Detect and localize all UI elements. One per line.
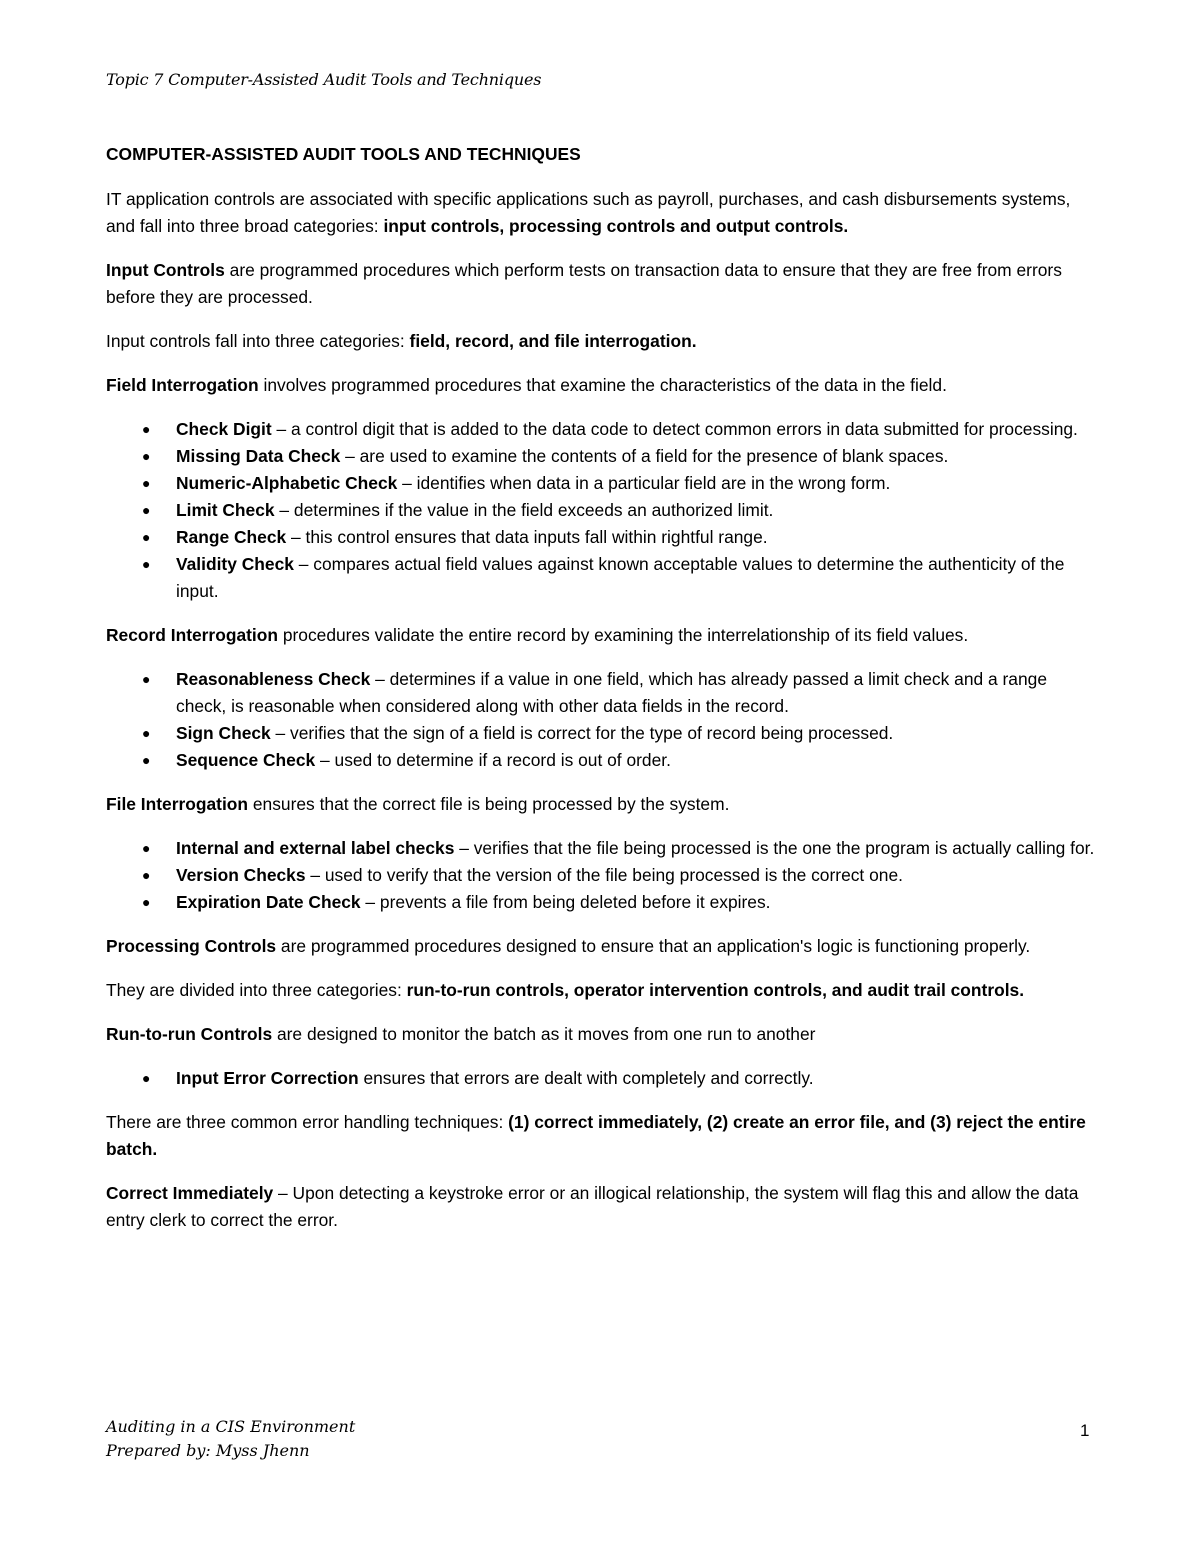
list-item: ● Check Digit – a control digit that is added to the data code to detect common errors in data submitted for processing. (176, 416, 1096, 443)
bullet-icon: ● (142, 840, 151, 856)
processing-controls-term: Processing Controls (106, 936, 277, 956)
bullet-icon: ● (142, 671, 151, 687)
correct-immediately-paragraph: Correct Immediately – Upon detecting a keystroke error or an illogical relationship, the system will flag this and allow the data entry clerk to correct the error. (106, 1183, 1079, 1230)
bullet-icon: ● (142, 894, 151, 910)
bullet-icon: ● (142, 752, 151, 768)
file-interrogation-paragraph: File Interrogation ensures that the correct file is being processed by the system. (106, 794, 730, 814)
list-item: ● Sequence Check – used to determine if a record is out of order. (176, 747, 1096, 774)
processing-categories-list: run-to-run controls, operator intervention controls, and audit trail controls. (406, 980, 1025, 1000)
field-interrogation-paragraph: Field Interrogation involves programmed procedures that examine the characteristics of the data in the field. (106, 375, 947, 395)
list-item: ● Reasonableness Check – determines if a value in one field, which has already passed a limit check and a range check, is reasonable when considered along with other data fields in the record. (176, 666, 1096, 720)
footer-course: Auditing in a CIS Environment (106, 1417, 356, 1436)
file-interrogation-term: File Interrogation (106, 794, 249, 814)
list-item: ● Numeric-Alphabetic Check – identifies when data in a particular field are in the wrong form. (176, 470, 1096, 497)
bullet-icon: ● (142, 1070, 151, 1086)
list-item: ● Limit Check – determines if the value in the field exceeds an authorized limit. (176, 497, 1096, 524)
input-categories-paragraph: Input controls fall into three categories: field, record, and file interrogation. (106, 331, 697, 351)
bullet-icon: ● (142, 502, 151, 518)
intro-categories: input controls, processing controls and output controls. (383, 216, 849, 236)
bullet-icon: ● (142, 529, 151, 545)
bullet-icon: ● (142, 725, 151, 741)
processing-categories-paragraph: They are divided into three categories: run-to-run controls, operator intervention controls, and audit trail controls. (106, 980, 1025, 1000)
bullet-icon: ● (142, 421, 151, 437)
run-to-run-term: Run-to-run Controls (106, 1024, 273, 1044)
list-item: ● Input Error Correction ensures that errors are dealt with completely and correctly. (176, 1065, 1096, 1092)
list-item: ● Validity Check – compares actual field values against known acceptable values to determine the authenticity of the input. (176, 551, 1096, 605)
bullet-icon: ● (142, 475, 151, 491)
input-controls-paragraph: Input Controls are programmed procedures which perform tests on transaction data to ensure that they are free from errors before they are processed. (106, 260, 1062, 307)
run-to-run-paragraph: Run-to-run Controls are designed to monitor the batch as it moves from one run to another (106, 1024, 816, 1044)
field-interrogation-term: Field Interrogation (106, 375, 259, 395)
list-item: ● Missing Data Check – are used to examine the contents of a field for the presence of blank spaces. (176, 443, 1096, 470)
input-categories-list: field, record, and file interrogation. (409, 331, 697, 351)
input-controls-term: Input Controls (106, 260, 225, 280)
intro-paragraph: IT application controls are associated with specific applications such as payroll, purchases, and cash disbursements systems, and fall into three broad categories: input controls, processing controls and output controls. (106, 189, 1071, 236)
processing-controls-paragraph: Processing Controls are programmed procedures designed to ensure that an application's logic is functioning properly. (106, 936, 1031, 956)
error-techniques-list: (1) correct immediately, (2) create an error file, and (3) reject the entire batch. (106, 1112, 1086, 1159)
list-item: ● Expiration Date Check – prevents a file from being deleted before it expires. (176, 889, 1096, 916)
file-interrogation-list (106, 835, 1096, 916)
document-body (106, 141, 1096, 1251)
correct-immediately-term: Correct Immediately (106, 1183, 274, 1203)
bullet-icon: ● (142, 556, 151, 572)
page-header: Topic 7 Computer-Assisted Audit Tools and Techniques (106, 70, 542, 89)
list-item: ● Internal and external label checks – verifies that the file being processed is the one the program is actually calling for. (176, 835, 1096, 862)
page-footer (106, 1415, 355, 1463)
error-techniques-paragraph: There are three common error handling techniques: (1) correct immediately, (2) create an error file, and (3) reject the entire batch. (106, 1112, 1086, 1159)
field-interrogation-list (106, 416, 1096, 605)
list-item: ● Range Check – this control ensures that data inputs fall within rightful range. (176, 524, 1096, 551)
record-interrogation-list (106, 666, 1096, 774)
bullet-icon: ● (142, 448, 151, 464)
list-item: ● Version Checks – used to verify that the version of the file being processed is the correct one. (176, 862, 1096, 889)
page-number: 1 (1080, 1421, 1090, 1440)
run-to-run-list (106, 1065, 1096, 1092)
list-item: ● Sign Check – verifies that the sign of a field is correct for the type of record being processed. (176, 720, 1096, 747)
bullet-icon: ● (142, 867, 151, 883)
document-title: COMPUTER-ASSISTED AUDIT TOOLS AND TECHNIQUES (106, 144, 581, 164)
record-interrogation-term: Record Interrogation (106, 625, 278, 645)
record-interrogation-paragraph: Record Interrogation procedures validate the entire record by examining the interrelationship of its field values. (106, 625, 969, 645)
footer-author: Prepared by: Myss Jhenn (106, 1441, 310, 1460)
